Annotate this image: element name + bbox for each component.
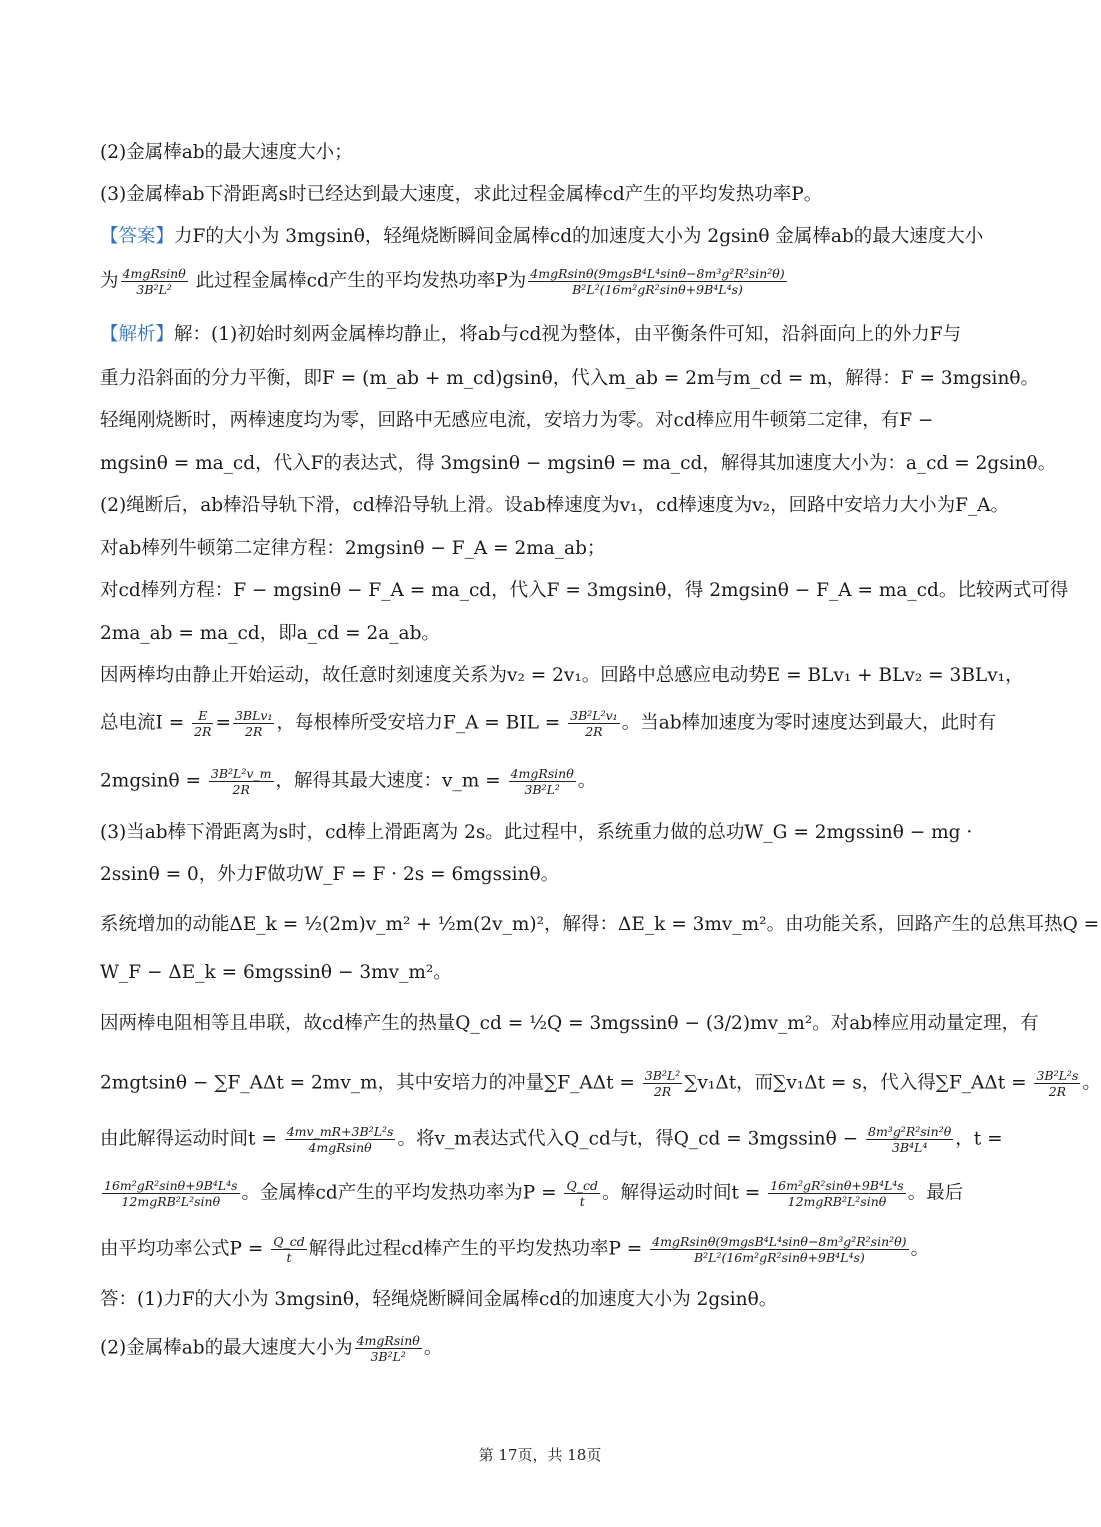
text: 为 [100, 270, 119, 292]
solution-tag: 【解析】 [100, 324, 175, 345]
solution-line-18: 由此解得运动时间t = 4mv_mR+3B²L²s 4mgRsinθ 。将v_m表达式代入Q_cd与t，得Q_cd = 3mgssinθ − $\frac{\text{8m³g²R²sin²θ}}{\text{3B⁴L⁴}}$ ，t = [100, 1124, 1003, 1155]
answer-tag: 【答案】 [100, 226, 175, 247]
solution-line-14: 系统增加的动能ΔE_k = ½(2m)v_m² + ½m(2v_m)²，解得：ΔE_k = 3mv_m²。由功能关系，回路产生的总焦耳热Q = [100, 914, 1100, 935]
fraction-vmax-2: 4mgRsinθ 3B²L² [510, 766, 574, 797]
solution-line-10: 总电流I = $\frac{E}{2R}$ = 3BLv₁ 2R ，每根棒所受安培力F_A = BIL = $\frac{\text{3B²L²v₁}}{2R}$ 。当ab棒加速度为零时速度达到最大，此时有 [100, 708, 997, 739]
question-2: (2)金属棒ab的最大速度大小； [100, 142, 353, 163]
solution-line-16: 因两棒电阻相等且串联，故cd棒产生的热量Q_cd = ½Q = 3mgssinθ − (3/2)mv_m²。对ab棒应用动量定理，有 [100, 1013, 1039, 1034]
text: 解：(1)初始时刻两金属棒均静止，将ab与cd视为整体，由平衡条件可知，沿斜面向上的外力F与 [174, 324, 962, 345]
solution-line-12: (3)当ab棒下滑距离为s时，cd棒上滑距离为 2s。此过程中，系统重力做的总功W_G = 2mgssinθ − mg · [100, 822, 973, 843]
fraction-force-m: $\frac{\text{3B²L²v\_m}}{2R}$ [210, 766, 272, 797]
solution-line-8: 2ma_ab = ma_cd，即a_cd = 2a_ab。 [100, 623, 440, 644]
fraction-time: 4mv_mR+3B²L²s 4mgRsinθ [286, 1124, 394, 1155]
solution-line-5: (2)绳断后，ab棒沿导轨下滑，cd棒沿导轨上滑。设ab棒速度为v₁，cd棒速度为v₂，回路中安培力大小为F_A。 [100, 495, 1010, 516]
final-answer-2: (2)金属棒ab的最大速度大小为 4mgRsinθ 3B²L² 。 [100, 1333, 443, 1364]
answer-text: 力F的大小为 3mgsinθ，轻绳烧断瞬间金属棒cd的加速度大小为 2gsinθ 金属棒ab的最大速度大小 [174, 226, 984, 247]
solution-line-1 [100, 322, 985, 348]
solution-line-17: 2mgtsinθ − ∑F_AΔt = 2mv_m，其中安培力的冲量∑F_AΔt = $\frac{\text{3B²L²}}{2R}$ ∑v₁Δt，而∑v₁Δt = s，代入得∑F_AΔt = $\frac{\text{3B²L²s}}{2R}$ 。 [100, 1068, 1101, 1099]
solution-line-11: 2mgsinθ = $\frac{\text{3B²L²v\_m}}{2R}$ ，解得其最大速度：v_m = 4mgRsinθ 3B²L² 。 [100, 766, 597, 797]
fraction-p-def-2: $\frac{Q\_cd}{t}$ [273, 1234, 305, 1265]
fraction-vmax: 4mgRsinθ 3B²L² [122, 266, 186, 297]
page-footer: 第 17页，共 18页 [478, 1446, 602, 1464]
answer-line-1 [100, 224, 985, 250]
solution-line-2: 重力沿斜面的分力平衡，即F = (m_ab + m_cd)gsinθ，代入m_ab = 2m与m_cd = m，解得：F = 3mgsinθ。 [100, 368, 1040, 389]
fraction-vmax-3: 4mgRsinθ 3B²L² [356, 1333, 420, 1364]
solution-line-6: 对ab棒列牛顿第二定律方程：2mgsinθ − F_A = 2ma_ab； [100, 538, 606, 559]
fraction-time-full-2: 16m²gR²sinθ+9B⁴L⁴s 12mgRB²L²sinθ [770, 1178, 904, 1209]
fraction-p-def: $\frac{Q\_cd}{t}$ [566, 1178, 598, 1209]
solution-line-4: mgsinθ = ma_cd，代入F的表达式，得 3mgsinθ − mgsinθ = ma_cd，解得其加速度大小为：a_cd = 2gsinθ。 [100, 453, 1057, 474]
solution-line-7: 对cd棒列方程：F − mgsinθ − F_A = ma_cd，代入F = 3mgsinθ，得 2mgsinθ − F_A = ma_cd。比较两式可得 [100, 580, 1069, 601]
solution-line-9: 因两棒均由静止开始运动，故任意时刻速度关系为v₂ = 2v₁。回路中总感应电动势E = BLv₁ + BLv₂ = 3BLv₁， [100, 665, 1024, 686]
fraction-qcd-term: $\frac{\text{8m³g²R²sin²θ}}{\text{3B⁴L⁴}}$ [868, 1124, 952, 1155]
answer-line-2 [100, 266, 985, 297]
solution-line-15: W_F − ΔE_k = 6mgssinθ − 3mv_m²。 [100, 962, 452, 983]
fraction-impulse: $\frac{\text{3B²L²}}{2R}$ [644, 1068, 681, 1099]
solution-line-20: 由平均功率公式P = $\frac{Q\_cd}{t}$ 解得此过程cd棒产生的平均发热功率P = 4mgRsinθ(9mgsB⁴L⁴sinθ−8m³g²R²sin²θ) B²L²(16m²gR²sinθ+9B⁴L⁴s) 。 [100, 1234, 930, 1265]
fraction-time-full: 16m²gR²sinθ+9B⁴L⁴s 12mgRB²L²sinθ [104, 1178, 238, 1209]
fraction-current2: 3BLv₁ 2R [234, 708, 273, 739]
text: 此过程金属棒cd产生的平均发热功率P为 [189, 270, 527, 292]
fraction-impulse-s: $\frac{\text{3B²L²s}}{2R}$ [1036, 1068, 1079, 1099]
solution-line-13: 2ssinθ = 0，外力F做功W_F = F · 2s = 6mgssinθ。 [100, 864, 560, 885]
fraction-force: $\frac{\text{3B²L²v₁}}{2R}$ [570, 708, 618, 739]
final-answer-1: 答：(1)力F的大小为 3mgsinθ，轻绳烧断瞬间金属棒cd的加速度大小为 2gsinθ。 [100, 1289, 778, 1310]
fraction-power: 4mgRsinθ(9mgsB⁴L⁴sinθ−8m³g²R²sin²θ) B²L²(16m²gR²sinθ+9B⁴L⁴s) [530, 266, 785, 297]
fraction-power-2: 4mgRsinθ(9mgsB⁴L⁴sinθ−8m³g²R²sin²θ) B²L²(16m²gR²sinθ+9B⁴L⁴s) [652, 1234, 907, 1265]
question-3: (3)金属棒ab下滑距离s时已经达到最大速度，求此过程金属棒cd产生的平均发热功率P。 [100, 184, 823, 205]
fraction-current1: $\frac{E}{2R}$ [194, 708, 212, 739]
solution-line-3: 轻绳刚烧断时，两棒速度均为零，回路中无感应电流，安培力为零。对cd棒应用牛顿第二定律，有F − [100, 410, 934, 431]
solution-line-19: 16m²gR²sinθ+9B⁴L⁴s 12mgRB²L²sinθ 。金属棒cd产生的平均发热功率为P = $\frac{Q\_cd}{t}$ 。解得运动时间t = 16m²gR²sinθ+9B⁴L⁴s 12mgRB²L²sinθ 。最后 [104, 1178, 964, 1209]
